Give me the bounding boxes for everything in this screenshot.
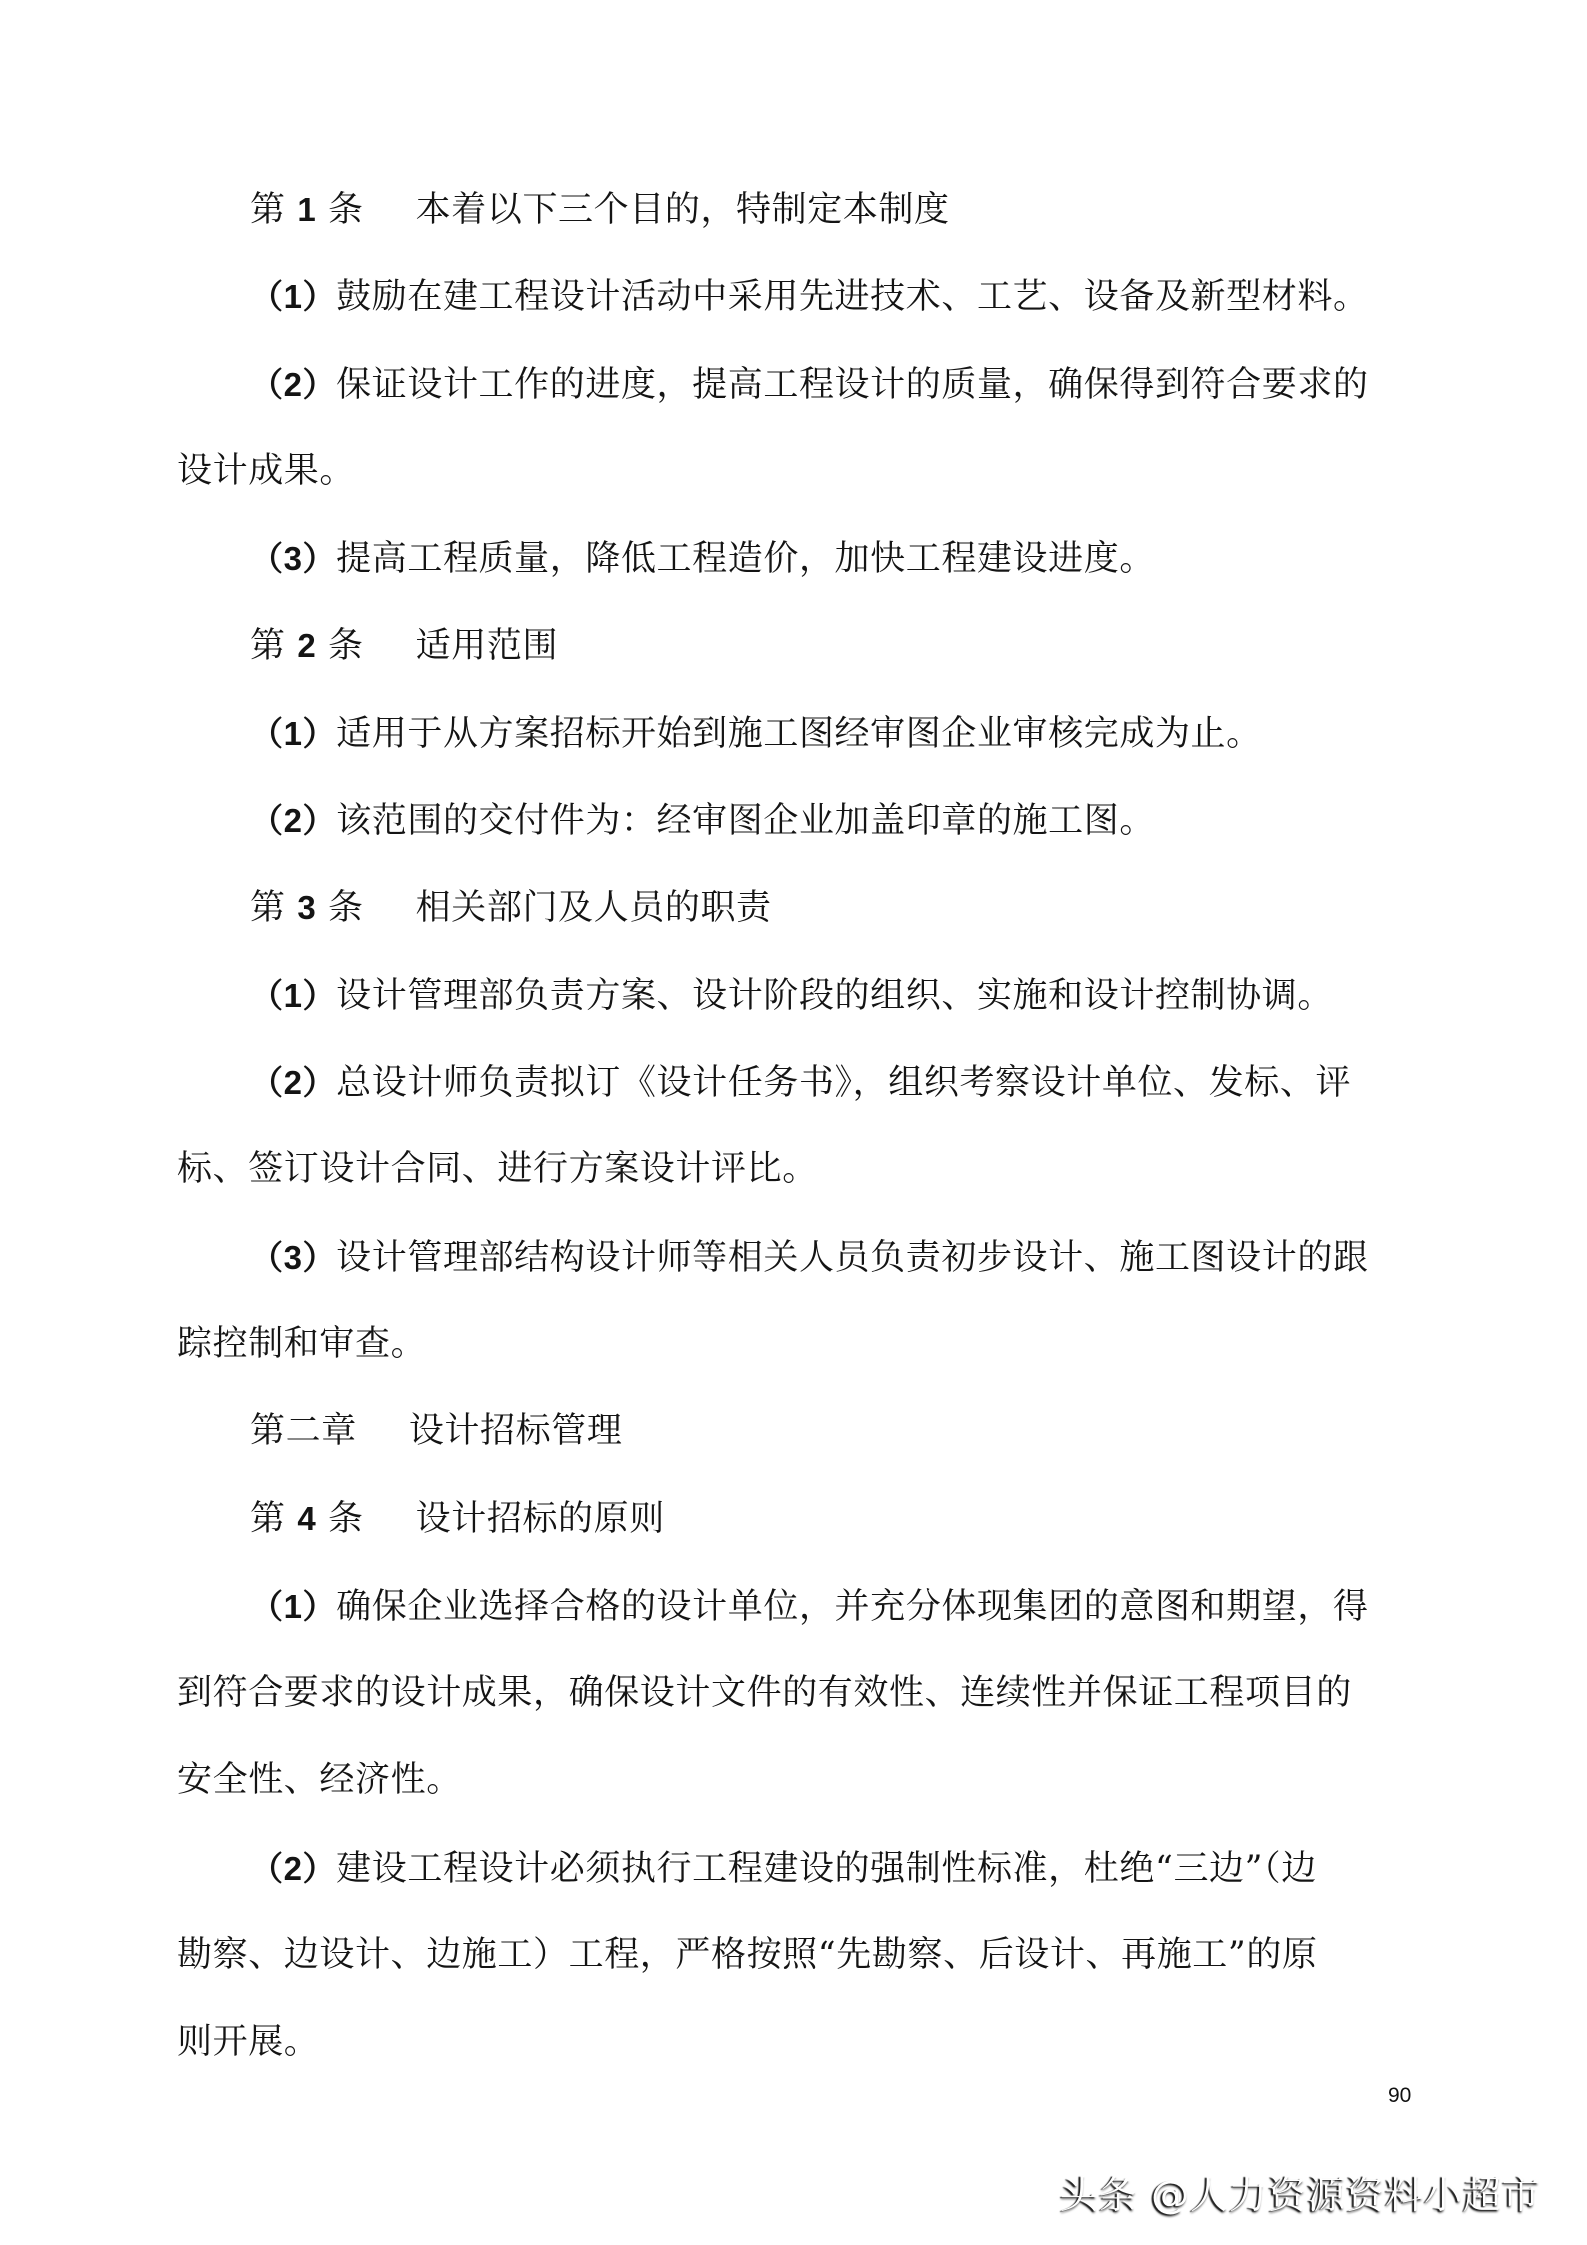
article-title: 相关部门及人员的职责 (415, 888, 772, 929)
article-number: 4 (297, 1500, 317, 1538)
paragraph-continuation (177, 428, 1417, 515)
paragraph-continuation (177, 1737, 1417, 1824)
item-text: 鼓励在建工程设计活动中采用先进技术、工艺、设备及新型材料。 (336, 277, 1369, 318)
paragraph-continuation (177, 1301, 1417, 1388)
item-text: 安全性、经济性。 (177, 1760, 462, 1801)
list-item (177, 952, 1417, 1039)
list-item (177, 341, 1417, 428)
article-prefix: 第 (250, 190, 286, 230)
article-prefix: 第 (250, 888, 286, 929)
article-title: 适用范围 (415, 626, 559, 667)
item-text: 适用于从方案招标开始到施工图经审图企业审核完成为止。 (336, 713, 1262, 754)
item-text: 设计管理部负责方案、设计阶段的组织、实施和设计控制协调。 (336, 975, 1333, 1016)
item-text: 建设工程设计必须执行工程建设的强制性标准，杜绝“三边”（边 (336, 1848, 1317, 1889)
article-number: 2 (297, 627, 317, 665)
item-text: 提高工程质量，降低工程造价，加快工程建设进度。 (336, 539, 1155, 580)
item-text: 勘察、边设计、边施工）工程，严格按照“先勘察、后设计、再施工”的原 (177, 1934, 1318, 1975)
article-prefix: 第 (250, 626, 286, 667)
item-text: 设计管理部结构设计师等相关人员负责初步设计、施工图设计的跟 (336, 1237, 1369, 1278)
article-number: 1 (297, 191, 317, 228)
list-item (177, 1563, 1417, 1650)
item-text: 到符合要求的设计成果，确保设计文件的有效性、连续性并保证工程项目的 (177, 1673, 1352, 1714)
item-number: （1） (250, 1587, 337, 1625)
item-number: （2） (250, 1849, 337, 1887)
article-title: 设计招标的原则 (415, 1499, 665, 1540)
list-item (177, 253, 1417, 340)
item-text: 总设计师负责拟订《设计任务书》，组织考察设计单位、发标、评 (336, 1062, 1352, 1103)
article-heading-4 (177, 1475, 1417, 1562)
article-suffix: 条 (328, 1499, 364, 1540)
article-heading-2 (177, 602, 1417, 689)
article-suffix: 条 (328, 888, 364, 929)
article-suffix: 条 (328, 626, 364, 667)
list-item (177, 515, 1417, 602)
item-text: 标、签订设计合同、进行方案设计评比。 (177, 1149, 818, 1190)
item-number: （3） (250, 1238, 337, 1276)
watermark: 头条 @人力资源资料小超市 (1060, 2173, 1542, 2217)
item-text: 踪控制和审查。 (177, 1323, 427, 1364)
chapter-heading (177, 1388, 1417, 1475)
chapter-title: 设计招标管理 (408, 1411, 623, 1452)
item-text: 该范围的交付件为：经审图企业加盖印章的施工图。 (336, 801, 1155, 842)
item-number: （2） (250, 365, 337, 403)
item-text: 保证设计工作的进度，提高工程设计的质量，确保得到符合要求的 (336, 364, 1369, 405)
item-number: （2） (250, 802, 337, 840)
article-suffix: 条 (328, 190, 364, 230)
article-title: 本着以下三个目的，特制定本制度 (415, 190, 950, 230)
item-number: （1） (250, 976, 337, 1014)
paragraph-continuation (177, 1999, 1417, 2086)
item-text: 确保企业选择合格的设计单位，并充分体现集团的意图和期望，得 (336, 1586, 1369, 1627)
article-heading-3 (177, 864, 1417, 951)
list-item (177, 690, 1417, 777)
page-number: 90 (1388, 2084, 1412, 2107)
item-text: 则开展。 (177, 2022, 320, 2063)
item-number: （3） (250, 540, 337, 578)
paragraph-continuation (177, 1650, 1417, 1737)
chapter-label: 第二章 (250, 1411, 357, 1452)
document-body (177, 166, 1417, 2087)
item-number: （2） (250, 1063, 337, 1101)
list-item (177, 1039, 1417, 1126)
article-number: 3 (297, 889, 317, 927)
article-prefix: 第 (250, 1499, 286, 1540)
item-text: 设计成果。 (177, 450, 356, 491)
list-item (177, 777, 1417, 864)
article-heading-1 (177, 166, 1417, 253)
item-number: （1） (250, 278, 337, 316)
list-item (177, 1214, 1417, 1301)
paragraph-continuation (177, 1126, 1417, 1213)
paragraph-continuation (177, 1912, 1417, 1999)
list-item (177, 1825, 1417, 1912)
item-number: （1） (250, 714, 337, 752)
